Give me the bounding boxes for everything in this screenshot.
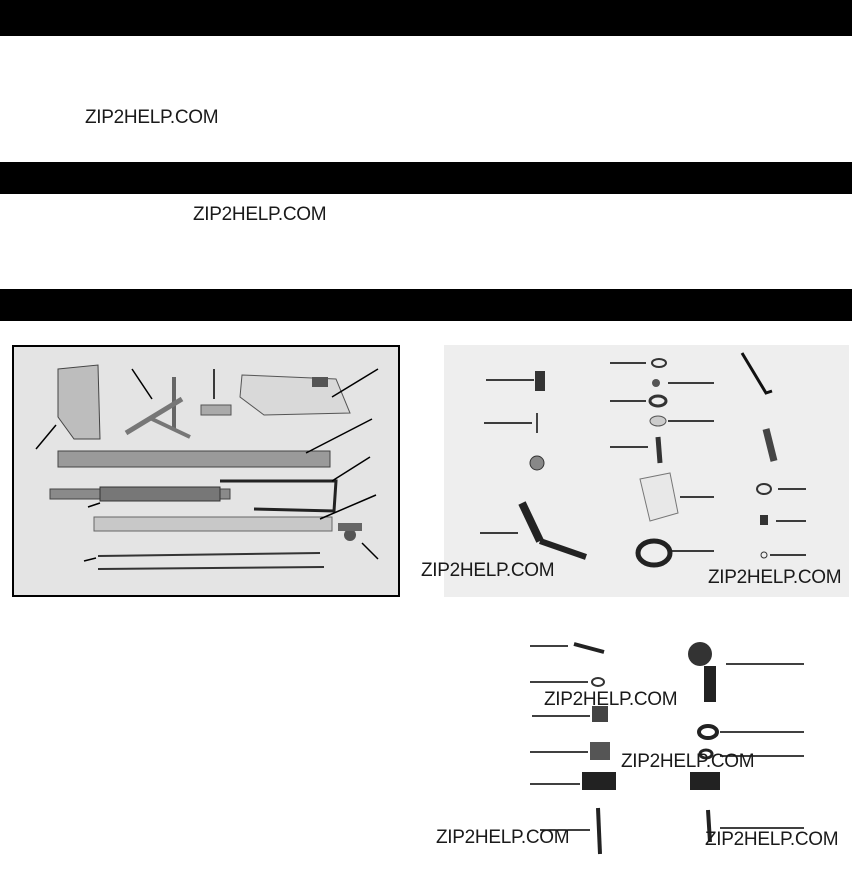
watermark: ZIP2HELP.COM bbox=[705, 829, 839, 850]
watermark: ZIP2HELP.COM bbox=[436, 827, 570, 848]
section-header-bar-3 bbox=[0, 289, 852, 321]
parts-photo bbox=[12, 345, 400, 597]
watermark: ZIP2HELP.COM bbox=[708, 567, 842, 588]
watermark: ZIP2HELP.COM bbox=[193, 204, 327, 225]
section-header-bar-2 bbox=[0, 162, 852, 194]
watermark: ZIP2HELP.COM bbox=[621, 751, 755, 772]
watermark: ZIP2HELP.COM bbox=[421, 560, 555, 581]
section-header-bar-1 bbox=[0, 0, 852, 36]
watermark: ZIP2HELP.COM bbox=[85, 107, 219, 128]
watermark: ZIP2HELP.COM bbox=[544, 689, 678, 710]
parts-illustration bbox=[14, 347, 398, 595]
